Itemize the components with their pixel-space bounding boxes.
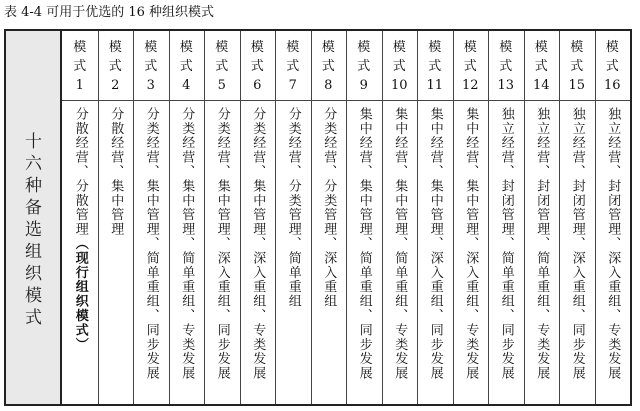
mode-header-text: 式 bbox=[392, 59, 406, 74]
mode-header-text: 式 bbox=[286, 59, 300, 74]
stub-char: 织 bbox=[25, 264, 42, 284]
mode-description-text: 集中经营、集中管理、简单重组、专类发展 bbox=[392, 107, 408, 381]
mode-description-text: 集中经营、集中管理、深入重组、同步发展 bbox=[427, 107, 443, 381]
mode-header-text: 式 bbox=[250, 59, 264, 74]
mode-description bbox=[143, 107, 159, 406]
mode-header-text: 11 bbox=[426, 78, 444, 93]
mode-description bbox=[285, 107, 301, 406]
mode-header-text: 式 bbox=[215, 59, 229, 74]
mode-header-text: 模 bbox=[286, 40, 300, 55]
mode-header bbox=[133, 31, 169, 100]
stub-char: 种 bbox=[25, 176, 42, 196]
mode-description bbox=[249, 107, 265, 406]
mode-description-cell bbox=[62, 101, 98, 406]
mode-description-text: 分类经营、集中管理、简单重组、专类发展 bbox=[179, 107, 195, 381]
stub-char: 选 bbox=[25, 220, 42, 240]
mode-header-text: 模 bbox=[108, 40, 122, 55]
mode-description-cell bbox=[417, 101, 453, 406]
mode-description-text: 独立经营、封闭管理、深入重组、专类发展 bbox=[605, 107, 621, 381]
mode-header bbox=[382, 31, 418, 100]
mode-description-cell bbox=[169, 101, 205, 406]
mode-description bbox=[569, 107, 585, 406]
mode-header-text: 4 bbox=[182, 78, 191, 93]
mode-header bbox=[488, 31, 524, 100]
mode-header-text: 模 bbox=[250, 40, 264, 55]
mode-header bbox=[453, 31, 489, 100]
mode-description-cell bbox=[133, 101, 169, 406]
mode-header-text: 模 bbox=[463, 40, 477, 55]
mode-header-text: 9 bbox=[359, 78, 368, 93]
mode-header bbox=[275, 31, 311, 100]
stub-label bbox=[6, 131, 61, 329]
mode-description bbox=[178, 107, 194, 406]
mode-description-text: 分类经营、分类管理、深入重组 bbox=[321, 107, 337, 309]
mode-header bbox=[417, 31, 453, 100]
mode-description bbox=[498, 107, 514, 406]
mode-header-text: 式 bbox=[179, 59, 193, 74]
mode-header bbox=[204, 31, 240, 100]
mode-header-text: 模 bbox=[392, 40, 406, 55]
mode-description-text: 独立经营、封闭管理、简单重组、专类发展 bbox=[534, 107, 550, 381]
mode-header-text: 模 bbox=[499, 40, 513, 55]
mode-header-text: 式 bbox=[499, 59, 513, 74]
mode-header-text: 模 bbox=[179, 40, 193, 55]
mode-header bbox=[346, 31, 382, 100]
mode-header-text: 模 bbox=[144, 40, 158, 55]
mode-header-text: 式 bbox=[357, 59, 371, 74]
mode-description bbox=[72, 107, 88, 406]
mode-header bbox=[595, 31, 631, 100]
mode-header bbox=[98, 31, 134, 100]
mode-description-cell bbox=[453, 101, 489, 406]
mode-header-text: 13 bbox=[497, 78, 515, 93]
mode-header-text: 式 bbox=[605, 59, 619, 74]
mode-description-cell bbox=[98, 101, 134, 406]
mode-description bbox=[533, 107, 549, 406]
mode-header-text: 式 bbox=[73, 59, 87, 74]
mode-description-cell bbox=[524, 101, 560, 406]
mode-header bbox=[311, 31, 347, 100]
mode-header-text: 3 bbox=[146, 78, 155, 93]
mode-description-text: 分类经营、集中管理、深入重组、专类发展 bbox=[250, 107, 266, 381]
mode-header-text: 7 bbox=[288, 78, 297, 93]
mode-description-text: 独立经营、封闭管理、深入重组、同步发展 bbox=[569, 107, 585, 381]
stub-char: 模 bbox=[25, 286, 42, 306]
mode-description bbox=[462, 107, 478, 406]
mode-header-text: 式 bbox=[321, 59, 335, 74]
table-stub-column bbox=[6, 31, 61, 404]
mode-description-text: 分类经营、集中管理、简单重组、同步发展 bbox=[143, 107, 159, 381]
stub-char: 式 bbox=[25, 308, 42, 328]
mode-description-cell bbox=[204, 101, 240, 406]
mode-description-text: 分类经营、分类管理、简单重组 bbox=[285, 107, 301, 309]
stub-char: 组 bbox=[25, 242, 42, 262]
mode-header-text: 14 bbox=[532, 78, 550, 93]
mode-header-text: 式 bbox=[570, 59, 584, 74]
mode-description-cell bbox=[240, 101, 276, 406]
mode-header-text: 15 bbox=[568, 78, 586, 93]
mode-header-text: 2 bbox=[111, 78, 120, 93]
mode-description-text: 集中经营、集中管理、深入重组、专类发展 bbox=[463, 107, 479, 381]
mode-header-text: 模 bbox=[605, 40, 619, 55]
stub-char: 十 bbox=[25, 132, 42, 152]
mode-description bbox=[604, 107, 620, 406]
mode-header-text: 式 bbox=[534, 59, 548, 74]
mode-header-text: 16 bbox=[603, 78, 621, 93]
mode-description bbox=[214, 107, 230, 406]
mode-header-text: 6 bbox=[253, 78, 262, 93]
mode-description-cell bbox=[488, 101, 524, 406]
mode-header-text: 8 bbox=[324, 78, 333, 93]
mode-header-text: 12 bbox=[461, 78, 479, 93]
mode-header-text: 式 bbox=[108, 59, 122, 74]
mode-header-text: 模 bbox=[534, 40, 548, 55]
mode-description bbox=[320, 107, 336, 406]
mode-description bbox=[427, 107, 443, 406]
mode-description-text: 分类经营、集中管理、深入重组、同步发展 bbox=[214, 107, 230, 381]
mode-header-text: 模 bbox=[357, 40, 371, 55]
stub-char: 六 bbox=[25, 154, 42, 174]
mode-description-text: 分散经营、集中管理 bbox=[108, 107, 124, 237]
mode-header bbox=[169, 31, 205, 100]
mode-description bbox=[356, 107, 372, 406]
mode-header-text: 5 bbox=[217, 78, 226, 93]
mode-description-cell bbox=[311, 101, 347, 406]
mode-description-note: （现行组织模式） bbox=[72, 236, 88, 352]
mode-header-text: 式 bbox=[428, 59, 442, 74]
mode-header-text: 模 bbox=[73, 40, 87, 55]
mode-header-text: 模 bbox=[321, 40, 335, 55]
mode-header-text: 模 bbox=[570, 40, 584, 55]
mode-header-text: 1 bbox=[75, 78, 84, 93]
mode-header bbox=[559, 31, 595, 100]
mode-description-text: 分散经营、分散管理 bbox=[72, 107, 88, 237]
mode-description-text: 集中经营、集中管理、简单重组、同步发展 bbox=[356, 107, 372, 381]
mode-header-text: 模 bbox=[215, 40, 229, 55]
mode-description-cell bbox=[275, 101, 311, 406]
mode-description bbox=[107, 107, 123, 406]
mode-header bbox=[240, 31, 276, 100]
mode-header-text: 10 bbox=[390, 78, 408, 93]
mode-description-cell bbox=[595, 101, 631, 406]
mode-description-cell bbox=[559, 101, 595, 406]
mode-description-cell bbox=[382, 101, 418, 406]
mode-header-text: 模 bbox=[428, 40, 442, 55]
mode-description-cell bbox=[346, 101, 382, 406]
mode-header bbox=[62, 31, 98, 100]
stub-char: 备 bbox=[25, 198, 42, 218]
mode-description-text: 独立经营、封闭管理、简单重组、同步发展 bbox=[498, 107, 514, 381]
mode-header-text: 式 bbox=[463, 59, 477, 74]
organization-modes-table bbox=[4, 29, 632, 406]
mode-header bbox=[524, 31, 560, 100]
mode-description bbox=[391, 107, 407, 406]
table-caption: 表 4-4 可用于优选的 16 种组织模式 bbox=[4, 5, 215, 20]
mode-header-text: 式 bbox=[144, 59, 158, 74]
